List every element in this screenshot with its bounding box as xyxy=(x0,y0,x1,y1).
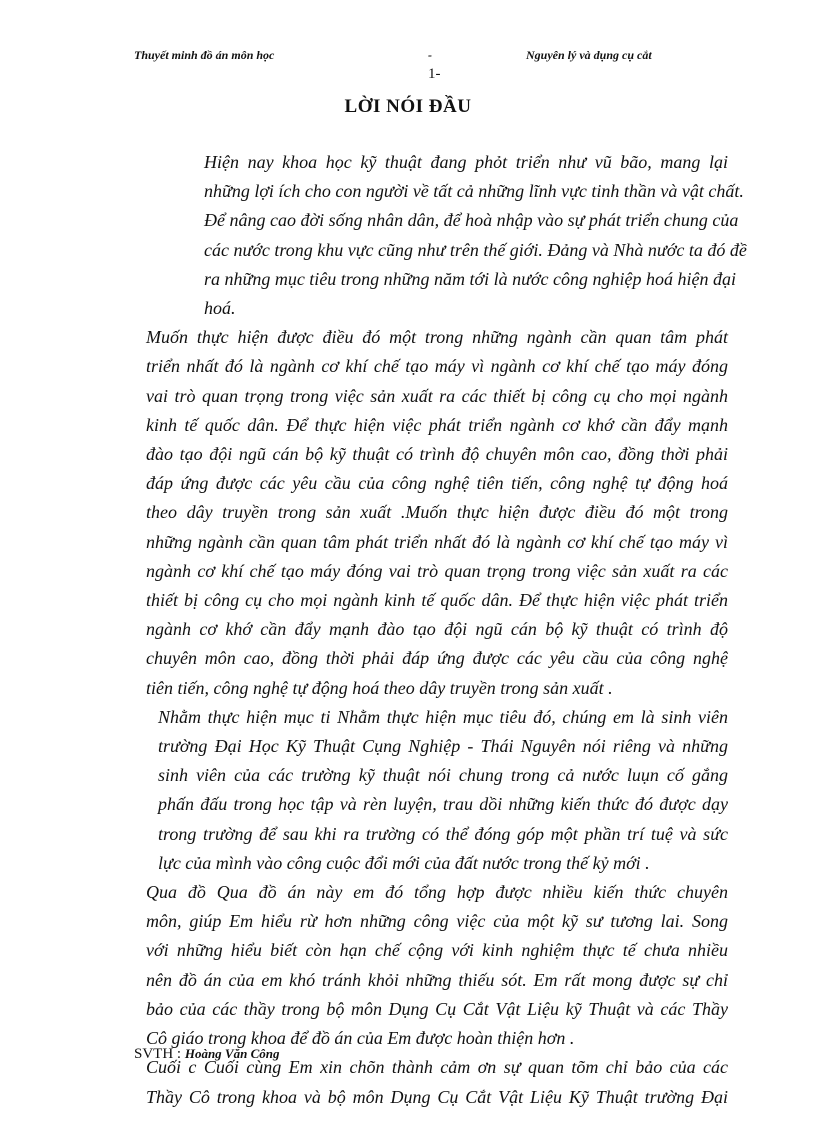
text-line: thiết bị công cụ cho mọi ngành kinh tế quốc dân. Để thực hiện việc phát triển xyxy=(146,590,728,611)
text-line: ra những mục tiêu trong những năm tới là nước công nghiệp hoá hiện đại xyxy=(204,268,736,289)
text-line: trong trường để sau khi ra trường có thể đóng góp một phần trí tuệ và sức xyxy=(158,823,728,844)
text-line: chuyên môn cao, đồng thời phải đáp ứng được các yêu cầu của công nghệ xyxy=(146,648,728,669)
text-line: ngành cơ khí chế tạo máy đóng vai trò quan trọng trong việc sản xuất ra các xyxy=(146,560,728,581)
text-line: Hiện nay khoa học kỹ thuật đang phỏt triển như vũ bão, mang lại xyxy=(204,152,728,172)
text-line: theo dây truyền trong sản xuất .Muốn thực hiện được điều đó một trong xyxy=(146,502,728,523)
text-line: Nhằm thực hiện mục ti Nhằm thực hiện mục tiêu đó, chúng em là sinh viên xyxy=(158,706,728,727)
text-line: lực của mình vào công cuộc đổi mới của đất nước trong thế kỷ mới . xyxy=(158,852,650,873)
text-line: hoá. xyxy=(204,298,236,319)
text-line: phấn đấu trong học tập và rèn luyện, trau dồi những kiến thức đó được dạy xyxy=(158,794,728,815)
header-right-text: Nguyên lý và dụng cụ cắt xyxy=(526,48,652,62)
document-body xyxy=(134,148,747,1112)
footer xyxy=(134,1046,280,1063)
text-line: triển nhất đó là ngành cơ khí chế tạo máy vì ngành cơ khí chế tạo máy đóng xyxy=(146,356,728,377)
text-line: những lợi ích cho con người về tất cả những lĩnh vực tinh thần và vật chất. xyxy=(204,181,744,202)
page-title: LỜI NÓI ĐẦU xyxy=(344,96,472,117)
text-line: môn, giúp Em hiểu rừ hơn những công việc của một kỹ sư tương lai. Song xyxy=(146,911,728,932)
footer-label: SVTH : xyxy=(134,1046,182,1062)
text-line: trường Đại Học Kỹ Thuật Cụng Nghiệp - Thái Nguyên nói riêng và những xyxy=(158,736,728,757)
paragraph-mechanical-industry xyxy=(134,323,728,703)
paragraph-intro xyxy=(134,148,747,323)
text-line: đào tạo đội ngũ cán bộ kỹ thuật có trình độ chuyên môn cao, đồng thời phải xyxy=(146,444,728,465)
text-line: ngành cơ khớ cần đẩy mạnh đào tạo đội ngũ cán bộ kỹ thuật có trình độ xyxy=(146,619,728,640)
page-number: 1- xyxy=(428,66,441,82)
text-line: tiên tiến, công nghệ tự động hoá theo dây truyền trong sản xuất . xyxy=(146,677,613,698)
text-line: các nước trong khu vực cũng như trên thế giới. Đảng và Nhà nước ta đó đề xyxy=(204,239,747,260)
text-line: đáp ứng được các yêu cầu của công nghệ tiên tiến, công nghệ tự động hoá xyxy=(146,473,728,494)
paragraph-project xyxy=(134,878,728,1053)
text-line: Muốn thực hiện được điều đó một trong những ngành cần quan tâm phát xyxy=(146,327,728,348)
header-left-text: Thuyết minh đồ án môn học xyxy=(134,48,275,62)
text-line: Thầy Cô trong khoa và bộ môn Dụng Cụ Cắt Vật Liệu Kỹ Thuật trường Đại xyxy=(146,1086,728,1107)
text-line: vai trò quan trọng trong việc sản xuất ra các thiết bị công cụ cho mọi ngành xyxy=(146,385,728,406)
text-line: nên đồ án của em khó tránh khỏi những thiếu sót. Em rất mong được sự chỉ xyxy=(146,969,728,990)
header-dash: - xyxy=(428,48,432,62)
text-line: với những hiểu biết còn hạn chế cộng với kinh nghiệm thực tế chưa nhiều xyxy=(146,940,728,961)
text-line: sinh viên của các trường kỹ thuật nói chung trong cả nước luụn cố gắng xyxy=(158,765,728,786)
student-name: Hoàng Văn Công xyxy=(184,1046,280,1061)
text-line: bảo của các thầy trong bộ môn Dụng Cụ Cắt Vật Liệu kỹ Thuật và các Thầy xyxy=(146,998,728,1019)
text-line: những ngành cần quan tâm phát triển nhất đó là ngành cơ khí chế tạo máy vì xyxy=(146,531,728,552)
text-line: kinh tế quốc dân. Để thực hiện việc phát triển ngành cơ khớ cần đẩy mạnh xyxy=(146,414,728,435)
text-line: Cô giáo trong khoa để đồ án của Em được hoàn thiện hơn . xyxy=(146,1028,575,1049)
text-line: Để nâng cao đời sống nhân dân, để hoà nhập vào sự phát triển chung của xyxy=(204,210,739,231)
text-line: Cuối c Cuối cùng Em xin chõn thành cảm ơn sự quan tõm chỉ bảo của các xyxy=(146,1057,728,1078)
paragraph-students xyxy=(134,703,728,878)
text-line: Qua đồ Qua đồ án này em đó tổng hợp được nhiều kiến thức chuyên xyxy=(146,882,728,903)
